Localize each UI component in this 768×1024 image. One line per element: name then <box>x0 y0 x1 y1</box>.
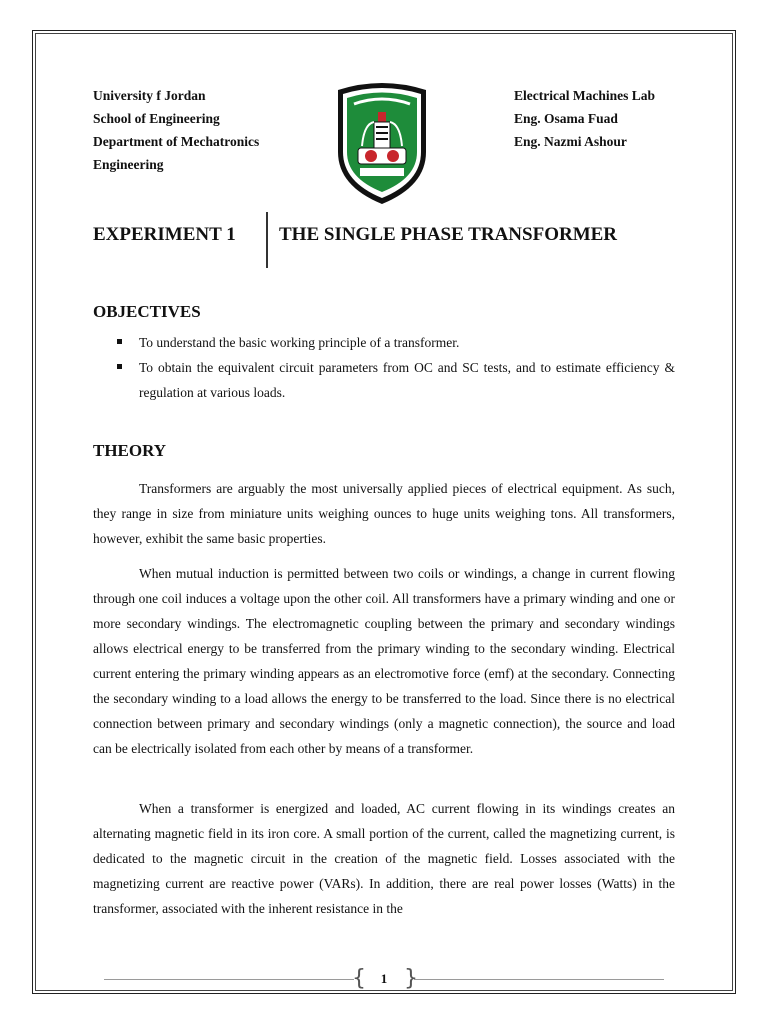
left-brace-icon: { <box>352 966 366 991</box>
theory-paragraph-3: When a transformer is energized and loaded, AC current flowing in its windings creates an alternating magnetic field in its iron core. A small portion of the current, called the magnetizing current, is dedicated to the magnetic circuit in the creation of the magnetic field. Losses associated with the magnetizing current are reactive power (VARs). In addition, there are real power losses (Watts) in the transformer, associated with the inherent resistance in the <box>93 801 675 916</box>
footer-rule-left <box>104 979 354 980</box>
instructor-1: Eng. Osama Fuad <box>514 111 618 126</box>
instructor-2: Eng. Nazmi Ashour <box>514 134 627 149</box>
department-name-cont: Engineering <box>93 157 164 172</box>
page-number: 1 <box>380 971 388 986</box>
university-name: University f Jordan <box>93 88 206 103</box>
theory-paragraph-1: Transformers are arguably the most universally applied pieces of electrical equipment. As such, they range in size from miniature units weighing ounces to huge units weighing tons. All transformers, however, exhibit the same basic properties. <box>93 481 675 546</box>
footer-rule-right <box>414 979 664 980</box>
objectives-heading: OBJECTIVES <box>93 302 201 321</box>
department-name: Department of Mechatronics <box>93 134 260 149</box>
right-brace-icon: } <box>404 966 418 991</box>
theory-paragraph-2: When mutual induction is permitted between two coils or windings, a change in current flowing through one coil induces a voltage upon the other coil. All transformers have a primary winding and one or more secondary windings. The electromagnetic coupling between the primary and secondary windings allows electrical energy to be transferred from the primary winding to the secondary winding. Electrical current entering the primary winding appears as an electromotive force (emf) at the secondary. Connecting the secondary winding to a load allows the energy to be transferred to the load. Since there is no electrical connection between primary and secondary windings (only a magnetic connection), the source and load can be electrically isolated from each other by means of a transformer. <box>93 566 675 756</box>
list-item: To obtain the equivalent circuit parameters from OC and SC tests, and to estimate efficiency & regulation at various loads. <box>117 355 675 405</box>
objectives-list <box>117 330 675 405</box>
experiment-number: EXPERIMENT 1 <box>93 224 236 245</box>
header-left <box>93 84 323 176</box>
experiment-title: THE SINGLE PHASE TRANSFORMER <box>279 224 618 245</box>
title-divider <box>266 212 268 268</box>
list-item: To understand the basic working principle of a transformer. <box>117 330 675 355</box>
lab-name: Electrical Machines Lab <box>514 88 655 103</box>
university-crest-logo <box>334 82 430 206</box>
school-name: School of Engineering <box>93 111 220 126</box>
header-right <box>514 84 714 153</box>
theory-heading: THEORY <box>93 441 167 460</box>
